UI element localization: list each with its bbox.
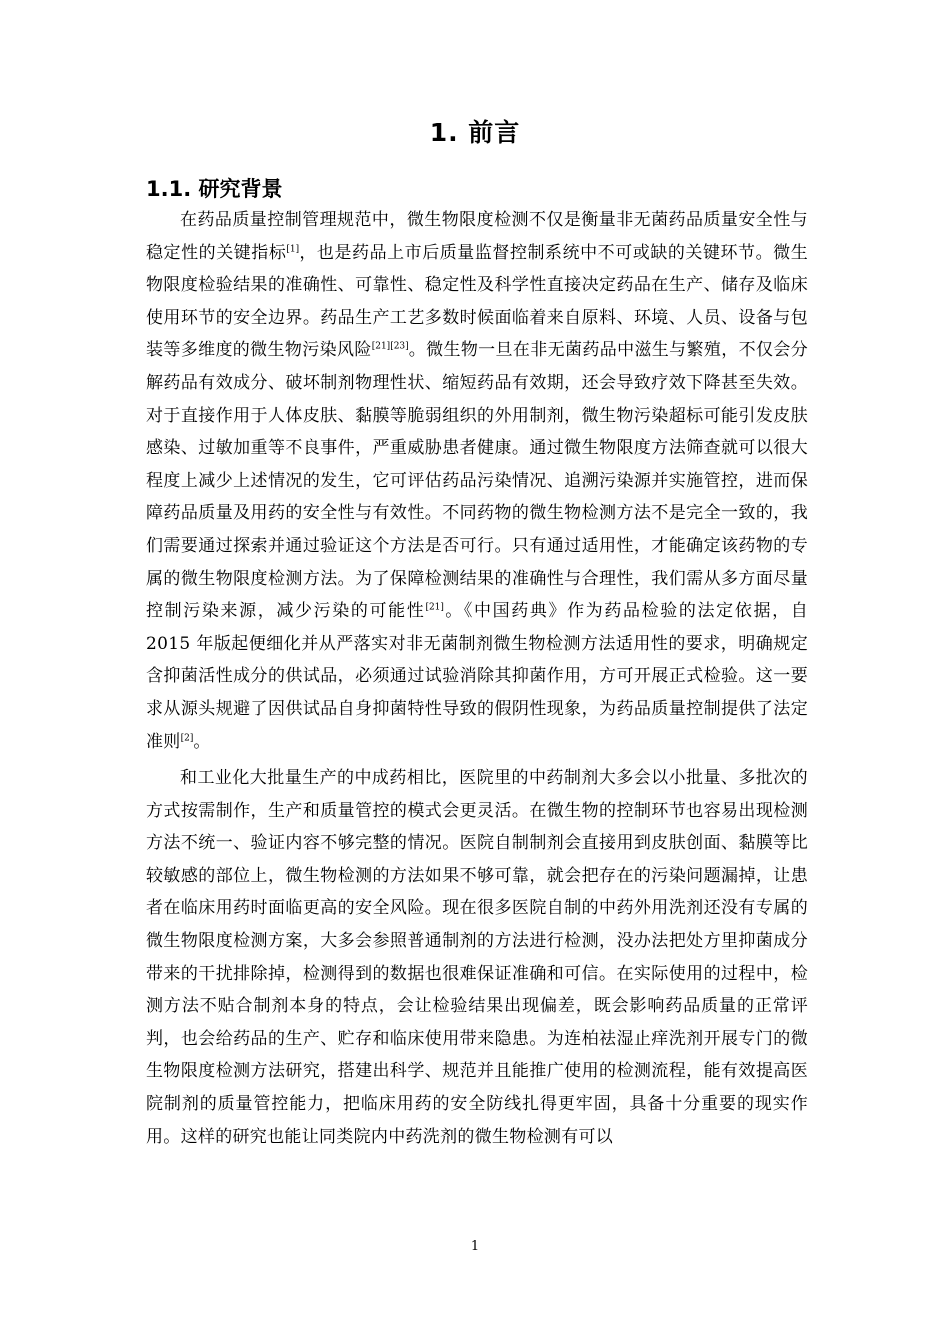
text-run: ，也是药品上市后质量监督控制系统中不可或缺的关键环节。微生物限度检验结果的准确性、可靠性、稳定性及科学性直接决定药品在生产、储存及临床使用环节的安全边界。药品生产工艺多数时候面临着来自原料、环境、人员、设备与包装等多维度的微生物污染风险 — [146, 242, 809, 361]
chapter-title: 1. 前言 — [429, 118, 521, 147]
section-title: 1.1. 研究背景 — [146, 177, 283, 201]
citation-ref: [21][23] — [371, 341, 409, 352]
citation-ref: [21] — [425, 602, 444, 613]
text-run: 。微生物一旦在非无菌药品中滋生与繁殖，不仅会分解药品有效成分、破坏制剂物理性状、缩短药品有效期，还会导致疗效下降甚至失效。对于直接作用于人体皮肤、黏膜等脆弱组织的外用制剂，微生物污染超标可能引发皮肤感染、过敏加重等不良事件，严重威胁患者健康。通过微生物限度方法筛查就可以很大程度上减少上述情况的发生，它可评估药品污染情况、追溯污染源并实施管控，进而保障药品质量及用药的安全性与有效性。不同药物的微生物检测方法不是完全一致的，我们需要通过探索并通过验证这个方法是否可行。只有通过适用性，才能确定该药物的专属的微生物限度检测方法。为了保障检测结果的准确性与合理性，我们需从多方面尽量控制污染来源，减少污染的可能性 — [146, 340, 808, 622]
text-run: 在药品质量控制管理规范中，微生物限度检测不仅是衡量非无菌药品质量安全性与稳定性的关键指标 — [146, 210, 808, 263]
page-number: 1 — [470, 1239, 480, 1254]
body-text — [146, 204, 808, 1153]
paragraph-1 — [146, 204, 808, 758]
text-run: 和工业化大批量生产的中成药相比，医院里的中药制剂大多会以小批量、多批次的方式按需制作，生产和质量管控的模式会更灵活。在微生物的控制环节也容易出现检测方法不统一、验证内容不够完整的情况。医院自制制剂会直接用到皮肤创面、黏膜等比较敏感的部位上，微生物检测的方法如果不够可靠，就会把存在的污染问题漏掉，让患者在临床用药时面临更高的安全风险。现在很多医院自制的中药外用洗剂还没有专属的微生物限度检测方案，大多会参照普通制剂的方法进行检测，没办法把处方里抑菌成分带来的干扰排除掉，检测得到的数据也很难保证准确和可信。在实际使用的过程中，检测方法不贴合制剂本身的特点，会让检验结果出现偏差，既会影响药品质量的正常评判，也会给药品的生产、贮存和临床使用带来隐患。为连柏祛湿止痒洗剂开展专门的微生物限度检测方法研究，搭建出科学、规范并且能推广使用的检测流程，能有效提高医院制剂的质量管控能力，把临床用药的安全防线扎得更牢固，具备十分重要的现实作用。这样的研究也能让同类院内中药洗剂的微生物检测有可以 — [146, 768, 808, 1147]
citation-ref: [2] — [180, 732, 194, 743]
paragraph-2 — [146, 762, 808, 1153]
text-run: 。《中国药典》作为药品检验的法定依据，自 2015 年版起便细化并从严落实对非无菌制剂微生物检测方法适用性的要求，明确规定含抑菌活性成分的供试品，必须通过试验消除其抑菌作用，方可开展正式检验。这一要求从源头规避了因供试品自身抑菌特性导致的假阴性现象，为药品质量控制提供了法定准则 — [146, 601, 809, 752]
citation-ref: [1] — [286, 243, 300, 254]
text-run: 。 — [193, 731, 211, 752]
